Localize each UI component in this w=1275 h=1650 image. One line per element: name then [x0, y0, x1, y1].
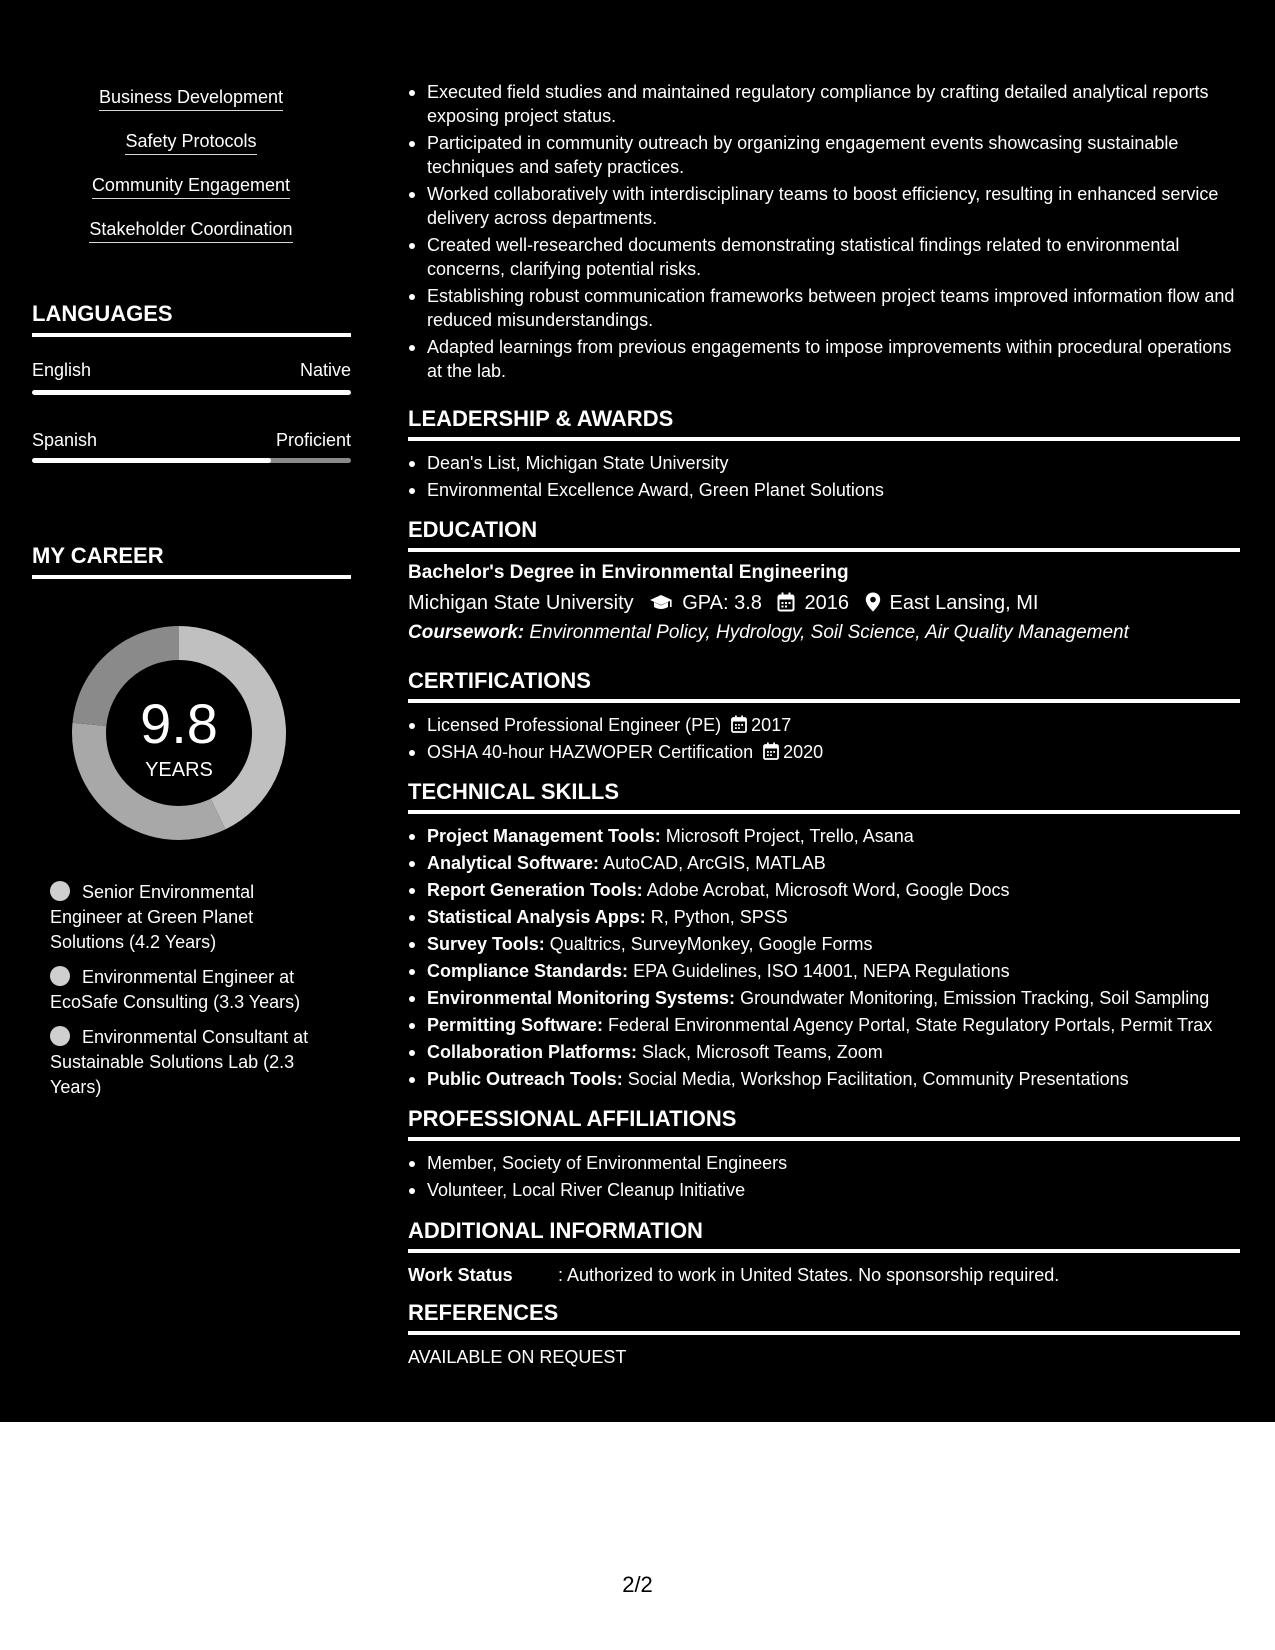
list-item: [408, 713, 1240, 737]
career-item: Environmental Consultant at Sustainable Solutions Lab (2.3 Years): [50, 1027, 309, 1097]
skill-value: EPA Guidelines, ISO 14001, NEPA Regulations: [633, 961, 1010, 981]
calendar-icon: [731, 715, 747, 733]
career-donut-chart: [66, 620, 292, 846]
skill-value: Microsoft Project, Trello, Asana: [665, 826, 914, 846]
career-unit: YEARS: [145, 759, 213, 781]
career-total: 9.8: [140, 692, 218, 755]
career-item: Environmental Engineer at EcoSafe Consulting (3.3 Years): [50, 967, 301, 1012]
skill-tag: Stakeholder Coordination: [89, 218, 292, 243]
school-location: East Lansing, MI: [889, 592, 1039, 614]
list-item: Worked collaboratively with interdisciplinary teams to boost efficiency, resulting in enhanced service delivery across departments.: [408, 182, 1240, 230]
education-section: [408, 517, 1240, 646]
list-item: [408, 905, 1240, 929]
list-item: [408, 851, 1240, 875]
skill-label: Compliance Standards:: [427, 961, 629, 981]
cert-name: OSHA 40-hour HAZWOPER Certification: [427, 742, 754, 762]
skill-label: Public Outreach Tools:: [427, 1069, 623, 1089]
education-details: [408, 590, 1240, 616]
languages-heading: LANGUAGES: [32, 301, 351, 337]
skill-label: Survey Tools:: [427, 934, 545, 954]
school-name: Michigan State University: [408, 592, 634, 614]
language-level: Native: [299, 360, 351, 380]
list-item: [408, 740, 1240, 764]
calendar-icon: [777, 592, 795, 612]
language-bar: [32, 390, 351, 395]
skill-label: Collaboration Platforms:: [427, 1042, 638, 1062]
career-list: [50, 880, 330, 1110]
sidebar: [0, 0, 382, 1422]
leadership-section: [408, 406, 1240, 502]
affiliations-section: [408, 1106, 1240, 1202]
section-title: EDUCATION: [408, 517, 1240, 552]
language-level: Proficient: [275, 430, 351, 450]
skill-value: R, Python, SPSS: [650, 907, 788, 927]
list-item: [408, 878, 1240, 902]
list-item: [408, 986, 1240, 1010]
experience-bullets: [408, 80, 1240, 383]
skill-label: Permitting Software:: [427, 1015, 604, 1035]
list-item: [408, 932, 1240, 956]
skill-tag: Business Development: [99, 86, 283, 111]
skill-value: Social Media, Workshop Facilitation, Community Presentations: [627, 1069, 1129, 1089]
language-name: English: [32, 360, 92, 380]
list-item: Dean's List, Michigan State University: [408, 451, 1240, 475]
skill-label: Project Management Tools:: [427, 826, 661, 846]
list-item: Executed field studies and maintained regulatory compliance by crafting detailed analytical reports exposing project status.: [408, 80, 1240, 128]
degree-title: Bachelor's Degree in Environmental Engineering: [408, 562, 849, 583]
gpa: GPA: 3.8: [682, 592, 762, 614]
work-status-value: : Authorized to work in United States. No sponsorship required.: [558, 1265, 1060, 1285]
graduation-year: 2016: [804, 592, 849, 614]
skill-label: Analytical Software:: [427, 853, 600, 873]
skill-value: Qualtrics, SurveyMonkey, Google Forms: [549, 934, 873, 954]
career-dot-icon: [50, 881, 70, 901]
list-item: [408, 824, 1240, 848]
skill-value: Federal Environmental Agency Portal, State Regulatory Portals, Permit Trax: [608, 1015, 1213, 1035]
list-item: Created well-researched documents demonstrating statistical findings related to environmental concerns, clarifying potential risks.: [408, 233, 1240, 281]
list-item: [408, 959, 1240, 983]
skills-list: [32, 86, 350, 262]
career-dot-icon: [50, 966, 70, 986]
cert-name: Licensed Professional Engineer (PE): [427, 715, 722, 735]
coursework-label: Coursework:: [408, 622, 525, 643]
list-item: Participated in community outreach by organizing engagement events showcasing sustainable techniques and safety practices.: [408, 131, 1240, 179]
location-pin-icon: [865, 592, 881, 612]
page-number: 2/2: [622, 1572, 653, 1597]
certifications-section: [408, 668, 1240, 764]
list-item: Adapted learnings from previous engagements to impose improvements within procedural operations at the lab.: [408, 335, 1240, 383]
skill-value: Groundwater Monitoring, Emission Tracking, Soil Sampling: [740, 988, 1210, 1008]
skill-tag: Community Engagement: [92, 174, 290, 199]
skill-label: Environmental Monitoring Systems:: [427, 988, 736, 1008]
list-item: Member, Society of Environmental Engineers: [408, 1151, 1240, 1175]
career-heading: MY CAREER: [32, 543, 351, 579]
language-bar-fill: [32, 458, 271, 463]
list-item: [408, 1040, 1240, 1064]
calendar-icon: [763, 742, 779, 760]
list-item: [408, 1067, 1240, 1091]
career-item: Senior Environmental Engineer at Green Planet Solutions (4.2 Years): [50, 882, 255, 952]
language-bar-fill: [32, 390, 351, 395]
section-title: LEADERSHIP & AWARDS: [408, 406, 1240, 441]
references-text: AVAILABLE ON REQUEST: [408, 1347, 627, 1367]
cert-year: 2020: [783, 742, 824, 762]
career-dot-icon: [50, 1026, 70, 1046]
skill-value: Slack, Microsoft Teams, Zoom: [642, 1042, 883, 1062]
cert-year: 2017: [751, 715, 792, 735]
section-title: TECHNICAL SKILLS: [408, 779, 1240, 814]
list-item: Establishing robust communication frameworks between project teams improved information flow and reduced misunderstandings.: [408, 284, 1240, 332]
skill-tag: Safety Protocols: [125, 130, 256, 155]
technical-skills-section: [408, 779, 1240, 1091]
section-title: REFERENCES: [408, 1300, 1240, 1335]
skill-label: Statistical Analysis Apps:: [427, 907, 646, 927]
coursework: [408, 620, 1240, 646]
skill-value: Adobe Acrobat, Microsoft Word, Google Docs: [646, 880, 1010, 900]
additional-info-section: [408, 1218, 1240, 1287]
references-section: [408, 1300, 1240, 1369]
list-item: Volunteer, Local River Cleanup Initiative: [408, 1178, 1240, 1202]
work-status-label: Work Status: [408, 1265, 513, 1285]
skill-label: Report Generation Tools:: [427, 880, 643, 900]
language-name: Spanish: [32, 430, 98, 450]
language-bar: [32, 458, 351, 463]
section-title: ADDITIONAL INFORMATION: [408, 1218, 1240, 1253]
list-item: [408, 1013, 1240, 1037]
section-title: CERTIFICATIONS: [408, 668, 1240, 703]
skill-value: AutoCAD, ArcGIS, MATLAB: [603, 853, 826, 873]
graduation-cap-icon: [649, 594, 673, 612]
list-item: Environmental Excellence Award, Green Planet Solutions: [408, 478, 1240, 502]
language-row: [32, 429, 351, 451]
coursework-list: Environmental Policy, Hydrology, Soil Science, Air Quality Management: [529, 622, 1129, 643]
language-row: [32, 359, 351, 381]
section-title: PROFESSIONAL AFFILIATIONS: [408, 1106, 1240, 1141]
work-status-row: [408, 1263, 1240, 1287]
